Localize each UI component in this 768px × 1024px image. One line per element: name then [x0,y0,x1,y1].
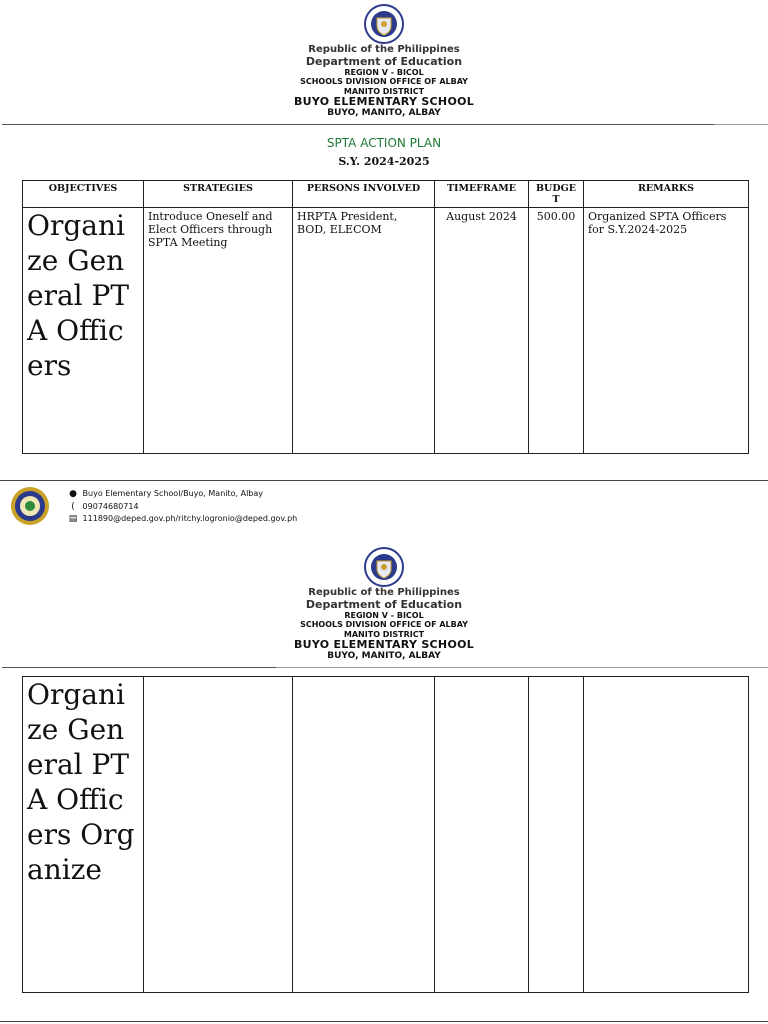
header-divider [2,667,276,668]
header-district: MANITO DISTRICT [343,86,425,96]
header-republic: Republic of the Philippines [308,44,460,55]
header-timeframe: TIMEFRAME [435,181,529,208]
timeframe-cell: August 2024 [435,208,529,454]
timeframe-cell [435,677,529,993]
header-division: SCHOOLS DIVISION OFFICE OF ALBAY [300,620,468,630]
header-strategies: STRATEGIES [144,181,293,208]
header-district: MANITO DISTRICT [343,629,425,639]
budget-cell [529,677,584,993]
page-footer [10,484,410,524]
objective-cell: Organize General PTA Officers Organize [23,677,144,993]
page-header [0,4,768,119]
location-pin-icon: ● [69,489,77,499]
remarks-cell: Organized SPTA Officers for S.Y.2024-2025 [584,208,749,454]
plan-school-year: S.Y. 2024-2025 [338,155,430,168]
action-plan-table [22,180,749,454]
page-bottom-line [0,1021,768,1022]
deped-seal-icon [362,547,406,587]
header-divider-extension [714,124,768,125]
table-row [23,208,749,454]
footer-phone: 09074680714 [82,501,139,511]
header-department: Department of Education [305,597,463,611]
header-remarks: REMARKS [584,181,749,208]
strategy-cell: Introduce Oneself and Elect Officers through SPTA Meeting [144,208,293,454]
table-header-row [23,181,749,208]
header-divider-extension [276,667,768,668]
persons-cell: HRPTA President, BOD, ELECOM [293,208,435,454]
header-address: BUYO, MANITO, ALBAY [327,651,441,662]
phone-icon: ( [71,501,75,512]
page2-header [0,547,768,662]
header-region: REGION V - BICOL [344,611,424,621]
header-objectives: OBJECTIVES [23,181,144,208]
page-break-line [0,480,768,481]
email-icon: ▤ [68,514,78,524]
header-persons-involved: PERSONS INVOLVED [293,181,435,208]
budget-cell: 500.00 [529,208,584,454]
footer-address: Buyo Elementary School/Buyo, Manito, Albay [82,489,264,498]
action-plan-table-continued [22,676,749,993]
table-row [23,677,749,993]
header-address: BUYO, MANITO, ALBAY [327,108,441,119]
header-department: Department of Education [305,54,463,68]
header-republic: Republic of the Philippines [308,587,460,598]
objective-cell: Organize General PTA Officers [23,208,144,454]
footer-email: 111890@deped.gov.ph/ritchy.logronio@deped.gov.ph [82,514,298,523]
header-division: SCHOOLS DIVISION OFFICE OF ALBAY [300,77,468,87]
strategy-cell [144,677,293,993]
school-logo-icon [10,486,50,526]
header-divider [2,124,714,125]
header-school: BUYO ELEMENTARY SCHOOL [293,94,475,108]
deped-seal-icon [362,4,406,44]
persons-cell [293,677,435,993]
plan-title: SPTA ACTION PLAN [326,136,442,150]
header-region: REGION V - BICOL [344,68,424,78]
header-budget: BUDGE T [529,181,584,208]
remarks-cell [584,677,749,993]
header-school: BUYO ELEMENTARY SCHOOL [293,637,475,651]
